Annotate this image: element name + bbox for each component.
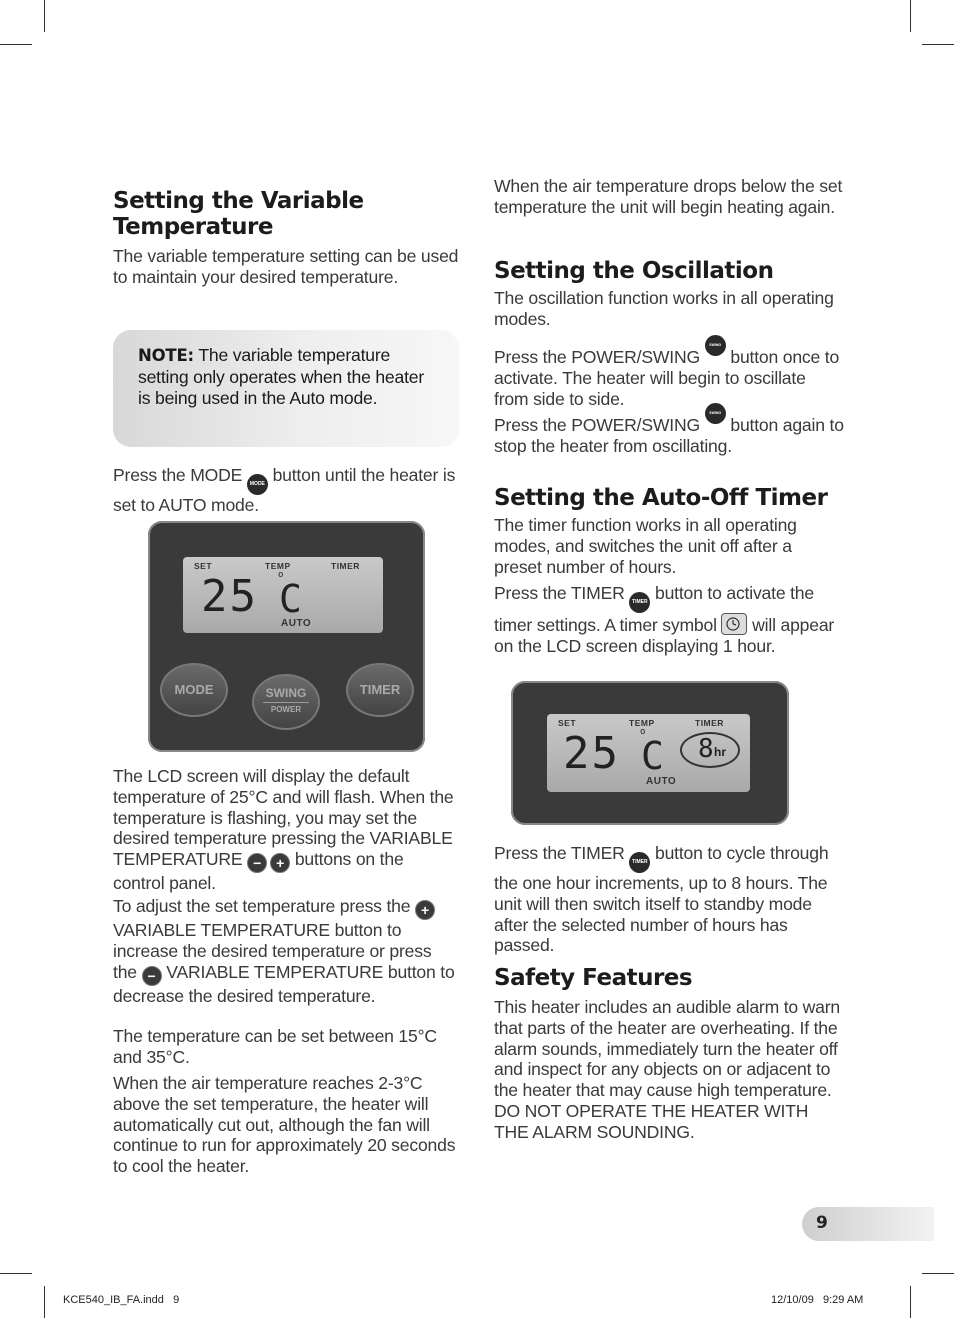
- osc-paragraph-2: [494, 335, 844, 409]
- safety-paragraph: This heater includes an audible alarm to warn that parts of the heater are overheating. If the alarm sounds, immediately turn the heater off and inspect for any objects on or adjacent to the heater that may cause high temperature. DO NOT OPERATE THE HEATER WITH THE ALARM SOUNDING.: [494, 997, 841, 1142]
- power-label: POWER: [270, 705, 302, 714]
- timer-lcd-illustration: [511, 681, 789, 825]
- press-mode-paragraph: [113, 465, 459, 516]
- degree-symbol: o: [278, 570, 286, 580]
- swing-divider: [263, 702, 309, 703]
- text-span: button until the heater is set to AUTO mode.: [113, 465, 456, 515]
- timer-button-label: TIMER: [359, 682, 401, 697]
- osc-paragraph-3: [494, 403, 844, 457]
- page-number: 9: [816, 1213, 828, 1233]
- timer-symbol-icon: [721, 613, 747, 635]
- text-span: VARIABLE TEMPERATURE button to increase the desired temperature or press the: [113, 920, 432, 982]
- swing-button-icon: SWING POWER: [705, 403, 726, 424]
- lcd-timer-label: TIMER: [331, 561, 360, 571]
- plus-button-icon: +: [415, 900, 435, 920]
- clock-icon: [722, 614, 744, 632]
- minus-button-icon: −: [142, 966, 162, 986]
- plus-button-icon: +: [270, 853, 290, 873]
- mode-button: [160, 663, 228, 717]
- mode-button-label: MODE: [174, 682, 214, 697]
- timer-button-icon: TIMER: [629, 852, 650, 873]
- crop-mark: [922, 1273, 954, 1274]
- text-span: VARIABLE TEMPERATURE button to decrease the desired temperature.: [113, 961, 455, 1006]
- swing-button-icon: SWING POWER: [705, 335, 726, 356]
- lcd-temp-label: TEMP: [629, 718, 655, 728]
- cutout-paragraph: When the air temperature reaches 2-3°C above the set temperature, the heater will automatically cut out, although the fan will continue to run for approximately 20 seconds to cool the heater.: [113, 1073, 456, 1177]
- text-span: button again to stop the heater from oscillating.: [494, 415, 844, 456]
- text-span: Press the MODE: [113, 465, 247, 485]
- note-label: NOTE:: [138, 346, 194, 365]
- heading-oscillation: Setting the Oscillation: [494, 258, 774, 284]
- adjust-paragraph: [113, 896, 459, 1006]
- crop-mark: [44, 1286, 45, 1318]
- degree-symbol: o: [640, 727, 648, 737]
- swing-power-button: [252, 674, 320, 730]
- crop-mark: [922, 44, 954, 45]
- lcd-temp-label: TEMP: [265, 561, 291, 571]
- lcd-unit: C: [279, 577, 304, 621]
- intro-paragraph: The variable temperature setting can be used to maintain your desired temperature.: [113, 246, 459, 287]
- crop-mark: [910, 1286, 911, 1318]
- text-span: Press the POWER/SWING: [494, 415, 705, 435]
- heading-safety-features: Safety Features: [494, 965, 693, 991]
- lcd-set-label: SET: [194, 561, 213, 571]
- lcd-display-paragraph: [113, 766, 459, 894]
- timer-button: [346, 663, 414, 717]
- heading-auto-off-timer: Setting the Auto-Off Timer: [494, 485, 828, 511]
- lcd-auto-label: AUTO: [281, 618, 312, 629]
- swing-label: SWING: [265, 686, 307, 700]
- osc-paragraph-1: The oscillation function works in all operating modes.: [494, 288, 834, 329]
- minus-button-icon: −: [247, 853, 267, 873]
- lcd-timer-label: TIMER: [695, 718, 724, 728]
- page-number-tab: [802, 1207, 934, 1241]
- text-span: button once to activate. The heater will begin to oscillate from side to side.: [494, 347, 840, 409]
- text-span: Press the TIMER: [494, 583, 630, 603]
- timer-hr-label: hr: [714, 745, 726, 759]
- text-span: The LCD screen will display the default temperature of 25°C and will flash. When the temperature is flashing, you may set the desired temperature pressing the VARIABLE TEMPERATURE: [113, 766, 454, 870]
- text-span: Press the TIMER: [494, 843, 630, 863]
- timer-paragraph-2: [494, 583, 844, 657]
- text-span: button to activate the timer settings. A timer symbol: [494, 583, 814, 635]
- mode-button-icon: MODE: [247, 474, 268, 495]
- range-paragraph: The temperature can be set between 15°C and 35°C.: [113, 1026, 437, 1067]
- text-span: To adjust the set temperature press the: [113, 896, 416, 916]
- crop-mark: [910, 0, 911, 32]
- text-span: button to cycle through the one hour increments, up to 8 hours. The unit will then switch itself to standby mode after the selected number of hours has passed.: [494, 843, 829, 956]
- footer-file-slug: KCE540_IB_FA.indd 9: [63, 1294, 180, 1306]
- lcd-unit: C: [641, 734, 666, 778]
- timer-paragraph-3: [494, 843, 844, 956]
- control-panel-illustration: [148, 521, 425, 752]
- timer-button-icon: TIMER: [629, 592, 650, 613]
- lcd-screen-timer: [547, 714, 750, 792]
- crop-mark: [44, 0, 45, 32]
- footer-date-slug: 12/10/09 9:29 AM: [771, 1294, 864, 1306]
- crop-mark: [0, 44, 32, 45]
- lcd-auto-label: AUTO: [646, 776, 677, 787]
- lcd-screen: [183, 557, 383, 633]
- timer-hours: 8: [698, 734, 716, 764]
- text-span: Press the POWER/SWING: [494, 347, 705, 367]
- text-span: will appear on the LCD screen displaying 1 hour.: [494, 615, 835, 656]
- note-text: [138, 345, 438, 408]
- note-body: The variable temperature setting only operates when the heater is being used in the Auto mode.: [138, 345, 425, 408]
- lcd-set-label: SET: [558, 718, 577, 728]
- heading-variable-temperature: Setting the Variable Temperature: [113, 188, 364, 240]
- lcd-temperature-digits: 25: [201, 571, 258, 622]
- text-span: buttons on the control panel.: [113, 849, 404, 894]
- crop-mark: [0, 1273, 32, 1274]
- reheat-paragraph: When the air temperature drops below the set temperature the unit will begin heating again.: [494, 176, 843, 217]
- lcd-temperature-digits: 25: [563, 728, 620, 779]
- note-box: [113, 330, 459, 447]
- timer-paragraph-1: The timer function works in all operating modes, and switches the unit off after a preset number of hours.: [494, 515, 797, 577]
- timer-ring-icon: [680, 732, 740, 768]
